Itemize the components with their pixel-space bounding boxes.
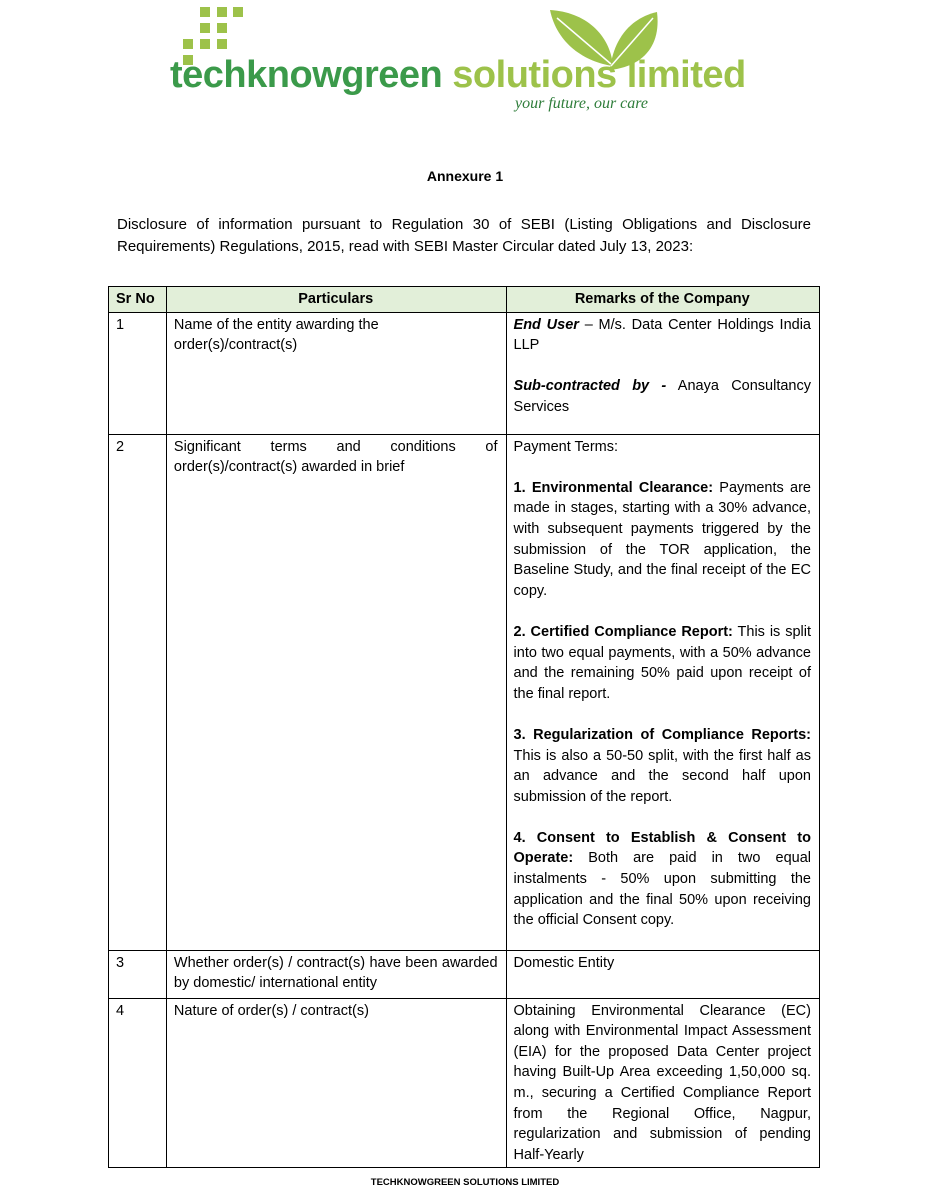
- remark-text: Both are paid in two equal instalments - 50% upon submitting the application and the final 50% upon receiving the official Consent copy.: [513, 850, 811, 929]
- table-row: [109, 434, 820, 950]
- disclosure-table: [108, 286, 820, 1168]
- table-header-row: [109, 287, 820, 313]
- remark-paragraph: [514, 376, 811, 417]
- sr-cell: 1: [109, 312, 167, 434]
- header-remarks: Remarks of the Company: [506, 287, 819, 313]
- table-row: [109, 312, 820, 434]
- sr-cell: 3: [109, 950, 167, 998]
- particular-cell: Nature of order(s) / contract(s): [166, 998, 506, 1168]
- particular-cell: Whether order(s) / contract(s) have been awarded by domestic/ international entity: [166, 950, 506, 998]
- remark-bold: Sub-contracted by -: [513, 378, 667, 395]
- remark-paragraph: [514, 437, 811, 458]
- remark-paragraph: [514, 315, 811, 356]
- remark-text: – M/s. Data Center Holdings India LLP: [513, 316, 811, 354]
- remark-bold: 2. Certified Compliance Report:: [513, 623, 733, 640]
- remark-bold: End User: [513, 316, 579, 333]
- table-row: [109, 998, 820, 1168]
- remark-text: Anaya Consultancy Services: [513, 378, 811, 415]
- remark-paragraph: [514, 478, 811, 602]
- annexure-title: Annexure 1: [426, 168, 504, 184]
- brand-part2: solutions limited: [452, 54, 746, 96]
- remarks-cell: [506, 998, 819, 1168]
- tagline: your future, our care: [515, 95, 649, 112]
- remark-text: This is also a 50-50 split, with the first half as an advance and the second half upon submission of the report.: [513, 747, 811, 805]
- remark-paragraph: [514, 725, 811, 807]
- table-row: [109, 950, 820, 998]
- remark-text: Obtaining Environmental Clearance (EC) along with Environmental Impact Assessment (EIA) for the proposed Data Center project having Built-Up Area exceeding 1,50,000 sq. m., securing a Certified Compliance Report from the Regional Office, Nagpur, regularization and submission of pending Half-Yearly: [513, 1002, 811, 1163]
- page-footer: TECHKNOWGREEN SOLUTIONS LIMITED: [370, 1177, 560, 1188]
- remark-paragraph: [514, 828, 811, 931]
- brand-part1: techknowgreen: [170, 54, 443, 96]
- brand-name: [170, 54, 746, 97]
- remark-bold: 4. Consent to Establish & Consent to Operate:: [513, 829, 811, 867]
- remark-bold: 1. Environmental Clearance:: [513, 479, 714, 496]
- remarks-cell: [506, 312, 819, 434]
- sr-cell: 4: [109, 998, 167, 1168]
- sr-cell: 2: [109, 434, 167, 950]
- remark-paragraph: [514, 622, 811, 704]
- remark-text: This is split into two equal payments, with a 50% advance and the remaining 50% paid upon receipt of the final report.: [513, 623, 811, 702]
- particular-cell: Name of the entity awarding the order(s)/contract(s): [166, 312, 506, 434]
- remark-text: Payment Terms:: [513, 438, 619, 455]
- particular-cell: Significant terms and conditions of order(s)/contract(s) awarded in brief: [166, 434, 506, 950]
- remark-text: Domestic Entity: [513, 954, 615, 971]
- remarks-cell: [506, 434, 819, 950]
- remark-text: Payments are made in stages, starting with a 30% advance, with subsequent payments triggered by the submission of the TOR application, the Baseline Study, and the final receipt of the EC copy.: [513, 479, 811, 599]
- intro-paragraph: Disclosure of information pursuant to Regulation 30 of SEBI (Listing Obligations and Disclosure Requirements) Regulations, 2015, read with SEBI Master Circular dated July 13, 2023:: [117, 216, 811, 255]
- header-particulars: Particulars: [166, 287, 506, 313]
- remarks-cell: [506, 950, 819, 998]
- header-sr-no: Sr No: [109, 287, 167, 313]
- remark-bold: 3. Regularization of Compliance Reports:: [513, 726, 811, 743]
